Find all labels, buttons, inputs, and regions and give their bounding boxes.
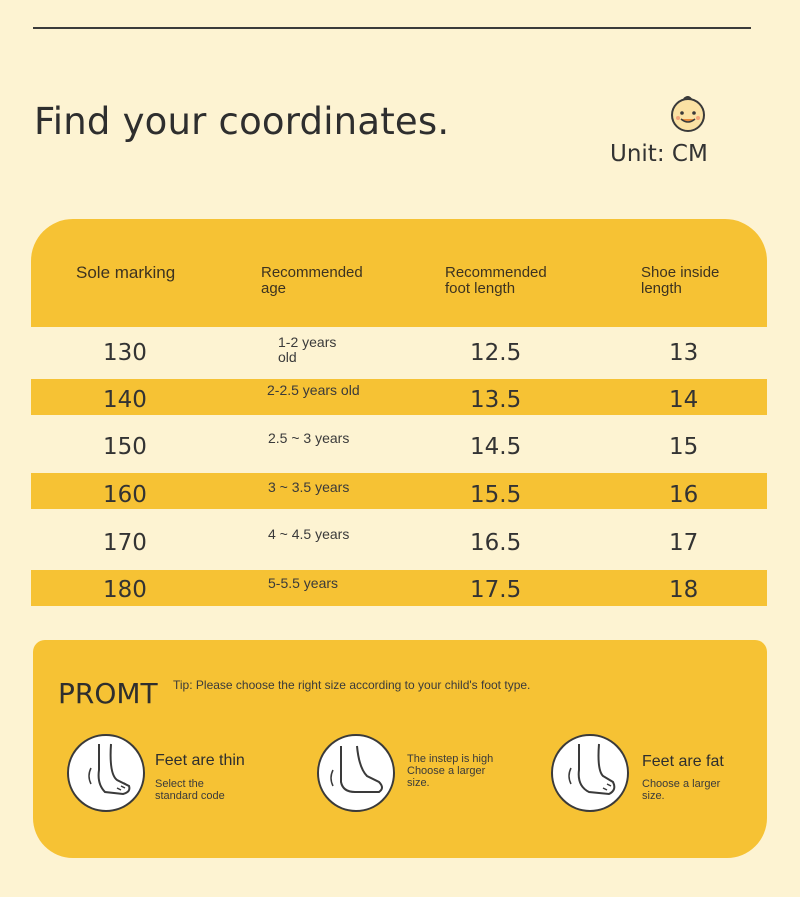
cell-sole: 180: [103, 577, 147, 603]
thin-feet-title: Feet are thin: [155, 752, 245, 769]
cell-foot-length: 13.5: [470, 387, 522, 413]
table-row: [31, 333, 767, 369]
table-row: [31, 379, 767, 415]
cell-foot-length: 17.5: [470, 577, 522, 603]
thin-feet-note: Select the standard code: [155, 778, 225, 802]
prompt-title: PROMT: [58, 677, 158, 710]
cell-inside-length: 17: [669, 530, 699, 556]
cell-inside-length: 13: [669, 340, 699, 366]
cell-sole: 160: [103, 482, 147, 508]
cell-inside-length: 14: [669, 387, 699, 413]
cell-age: 5-5.5 years: [268, 575, 339, 591]
header-shoe-inside-length: Shoe inside length: [641, 264, 720, 297]
cell-inside-length: 16: [669, 482, 699, 508]
cell-age: 2.5 ~ 3 years: [268, 430, 350, 446]
prompt-panel: [33, 640, 767, 858]
fat-foot-icon: [551, 734, 629, 812]
cell-foot-length: 15.5: [470, 482, 522, 508]
table-row: [31, 427, 767, 463]
cell-foot-length: 12.5: [470, 340, 522, 366]
prompt-tip: Tip: Please choose the right size according to your child's foot type.: [173, 678, 531, 692]
table-row: [31, 570, 767, 606]
cell-age: 1-2 years old: [278, 334, 337, 365]
baby-face-icon: [667, 93, 709, 135]
cell-age: 3 ~ 3.5 years: [268, 479, 350, 495]
cell-foot-length: 16.5: [470, 530, 522, 556]
cell-age: 4 ~ 4.5 years: [268, 526, 350, 542]
header-recommended-foot-length: Recommended foot length: [445, 264, 547, 297]
cell-sole: 150: [103, 434, 147, 460]
high-instep-note: The instep is high Choose a larger size.: [407, 753, 494, 789]
table-header: [31, 219, 767, 327]
thin-foot-icon: [67, 734, 145, 812]
table-row: [31, 522, 767, 558]
cell-age: 2-2.5 years old: [267, 382, 360, 398]
fat-feet-title: Feet are fat: [642, 753, 724, 770]
unit-label: Unit: CM: [610, 141, 708, 167]
cell-sole: 170: [103, 530, 147, 556]
cell-sole: 130: [103, 340, 147, 366]
cell-foot-length: 14.5: [470, 434, 522, 460]
cell-sole: 140: [103, 387, 147, 413]
fat-feet-note: Choose a larger size.: [642, 778, 721, 802]
page-title: Find your coordinates.: [34, 100, 450, 143]
top-divider: [33, 27, 751, 29]
table-row: [31, 473, 767, 509]
cell-inside-length: 18: [669, 577, 699, 603]
header-recommended-age: Recommended age: [261, 264, 363, 297]
cell-inside-length: 15: [669, 434, 699, 460]
header-sole-marking: Sole marking: [76, 263, 176, 282]
high-instep-foot-icon: [317, 734, 395, 812]
